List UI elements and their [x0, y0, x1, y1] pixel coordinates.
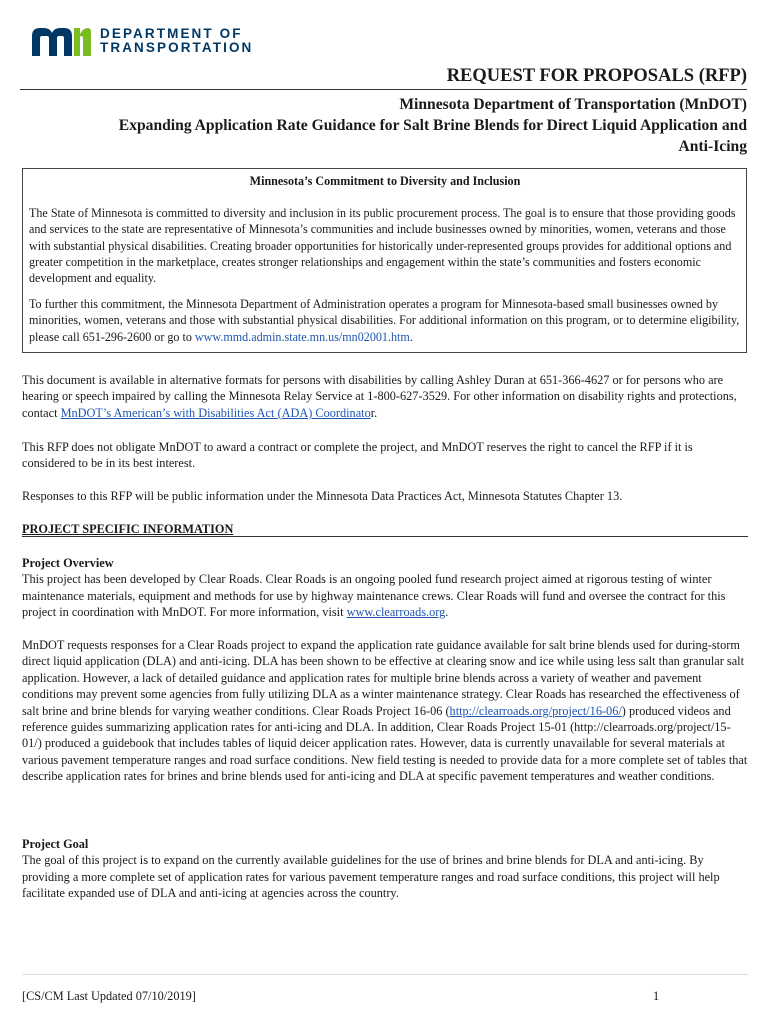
- project-title-line-1: Expanding Application Rate Guidance for Salt Brine Blends for Direct Liquid Application and: [118, 117, 747, 134]
- logo-line-2: TRANSPORTATION: [100, 40, 254, 55]
- last-updated: [CS/CM Last Updated 07/10/2019]: [22, 989, 196, 1003]
- accessibility-paragraph: [22, 372, 748, 421]
- project-specific-heading: PROJECT SPECIFIC INFORMATION: [22, 522, 234, 536]
- diversity-heading: Minnesota’s Commitment to Diversity and Inclusion: [249, 174, 521, 188]
- public-info-paragraph: [22, 488, 748, 504]
- diversity-commitment-box: [22, 168, 747, 353]
- project-overview-section: [22, 555, 748, 621]
- project-goal-section: [22, 836, 748, 902]
- title-divider: [20, 89, 747, 90]
- mndot-logo: [30, 26, 253, 56]
- obligation-paragraph: [22, 439, 748, 472]
- project-overview-end: .: [445, 605, 449, 620]
- logo-wordmark: [100, 27, 253, 55]
- accessibility-text: This document is available in alternative formats for persons with disabilities by calling Ashley Duran at 651-366-4627 or for persons who are hearing or speech impaired by calling the Minnesota Relay Service at 1-800-627-3529. For other information on disability rights and protections, contact: [22, 373, 737, 420]
- diversity-paragraph-2-text: To further this commitment, the Minnesota Department of Administration operates a program for Minnesota-based small businesses owned by minorities, women, veterans and those with substantial physical disabilities. For additional information on this program, or to determine eligibility, please call 651-296-2600 or go to: [29, 297, 740, 344]
- logo-line-1: DEPARTMENT OF: [100, 26, 243, 41]
- project-overview-body: This project has been developed by Clear Roads. Clear Roads is an ongoing pooled fund research project aimed at rigorous testing of winter maintenance materials, equipment and methods for use by highway maintenance crews. Clear Roads will fund and oversee the contract for this project in coordination with MnDOT. For more information, visit: [22, 572, 726, 620]
- accessibility-text-end: r.: [370, 405, 378, 420]
- request-paragraph: [22, 637, 748, 785]
- ada-coordinator-link[interactable]: MnDOT’s American’s with Disabilities Act (ADA) Coordinato: [60, 405, 371, 420]
- agency-name: Minnesota Department of Transportation (MnDOT): [399, 96, 747, 113]
- request-text-1: MnDOT requests responses for a Clear Roads project to expand the application rate guidance available for salt brine blends used for during-storm direct liquid application (DLA) and anti-icing. DLA has been shown to be effective at clearing snow and ice while using less salt than granular salt application. However, a lack of detailed guidance and application rates for multiple brine blends across a variety of weather and pavement conditions may prevent some agencies from fully utilizing DLA as a winter maintenance strategy. Clear Roads has researched the effectiveness of salt brine and brine blends for varying weather conditions. Clear Roads Project 16-06 (: [22, 638, 745, 718]
- section-divider: [22, 536, 748, 537]
- project-overview-text: [22, 571, 748, 620]
- project-goal-heading: Project Goal: [22, 837, 89, 851]
- rfp-title: REQUEST FOR PROPOSALS (RFP): [446, 66, 747, 86]
- page-number: 1: [653, 989, 660, 1003]
- diversity-paragraph-2: [29, 296, 741, 345]
- footer-divider: [22, 974, 748, 975]
- clearroads-project-16-06-link[interactable]: http://clearroads.org/project/16-06/: [449, 703, 622, 718]
- public-info-text: Responses to this RFP will be public information under the Minnesota Data Practices Act, Minnesota Statutes Chapter 13.: [22, 489, 623, 503]
- clearroads-link[interactable]: www.clearroads.org: [346, 605, 446, 620]
- obligation-text: This RFP does not obligate MnDOT to award a contract or complete the project, and MnDOT reserves the right to cancel the RFP if it is considered to be in its best interest.: [22, 440, 693, 471]
- mmd-program-link[interactable]: www.mmd.admin.state.mn.us/mn02001.htm: [194, 329, 410, 344]
- project-overview-heading: Project Overview: [22, 556, 114, 570]
- diversity-paragraph-2-end: .: [409, 329, 413, 344]
- mn-logo-icon: [30, 26, 92, 56]
- diversity-paragraph-1: The State of Minnesota is committed to diversity and inclusion in its public procurement process. The goal is to ensure that those providing goods and services to the state are representative of Minnesota’s communities and include businesses owned by minorities, women, veterans and those with substantial physical disabilities. Creating broader opportunities for historically under-represented groups provides for additional options and greater competition in the marketplace, creates stronger relationships and engagement within the state’s communities and fosters economic development and equality.: [29, 206, 736, 286]
- project-title-line-2: Anti-Icing: [678, 138, 747, 155]
- request-text-2: ) produced videos and reference guides summarizing application rates for anti-icing and DLA. In addition, Clear Roads Project 15-01 (http://clearroads.org/project/15-01/) produced a guidebook that includes tables of liquid deicer application rates. However, data is currently unavailable for several materials at various pavement temperature ranges and road surface conditions. New field testing is needed to provide data for a more complete set of tables that describe application rates for brines and brine blends used for anti-icing and DLA at specific pavement temperatures and weather conditions.: [22, 703, 748, 784]
- title-block: [22, 64, 747, 157]
- project-goal-text: The goal of this project is to expand on the currently available guidelines for the use of brines and brine blends for DLA and anti-icing. By providing a more complete set of application rates for various pavement temperature ranges and road surface conditions, this project will help facilitate expanded use of DLA and anti-icing at agencies across the country.: [22, 853, 720, 901]
